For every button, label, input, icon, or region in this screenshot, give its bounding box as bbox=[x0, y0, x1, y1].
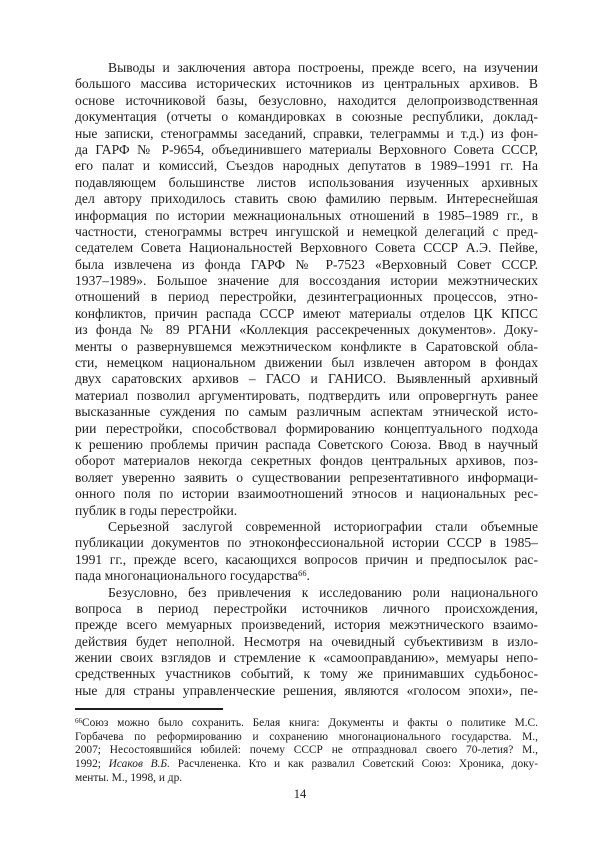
text-line: его палат и комиссий, Съездов народных депутатов в 1989–1991 гг. На bbox=[75, 158, 538, 174]
text-line: ные для страны управленческие решения, являются «голосом эпохи», пе- bbox=[75, 682, 538, 698]
text-line: менты о развернувшемся межэтническом конфликте в Саратовской обла- bbox=[75, 338, 538, 354]
text-line: к решению проблемы причин распада Советского Союза. Ввод в научный bbox=[75, 436, 538, 452]
footnote-separator bbox=[75, 708, 223, 710]
body-text bbox=[75, 60, 538, 699]
text-line: частности, стенограммы встреч ингушской и немецкой делегаций с пред- bbox=[75, 223, 538, 239]
text-line: менты. М., 1998, и др. bbox=[75, 771, 183, 784]
text-line: 1991 гг., прежде всего, касающихся вопросов причин и предпосылок рас- bbox=[75, 551, 538, 567]
footnote-reference: 66 bbox=[75, 717, 83, 725]
text-line: Безусловно, без привлечения к исследованию роли национального bbox=[108, 584, 538, 600]
text-line: воляет уверенно заявить о существовании репрезентативного информаци- bbox=[75, 469, 538, 485]
text-line: Серьезной заслугой современной историографии стали объемные bbox=[108, 518, 538, 534]
text-line: 1937–1989». Большое значение для воссоздания истории межэтнических bbox=[75, 273, 538, 289]
text-line: материал позволил аргументировать, подтвердить или опровергнуть ранее bbox=[75, 387, 538, 403]
text-line: да ГАРФ № Р-9654, объединившего материалы Верховного Совета СССР, bbox=[75, 141, 538, 157]
footnote-reference: 66 bbox=[298, 568, 307, 579]
text-line: сти, немецком национальном движении был извлечен автором в фондах bbox=[75, 355, 538, 371]
text-line: действия будет неполной. Несмотря на очевидный субъективизм в изло- bbox=[75, 633, 538, 649]
text-line: основе источниковой базы, безусловно, находится делопроизводственная bbox=[75, 92, 538, 108]
text-line: пада многонационального государства$^{66}$. bbox=[75, 568, 310, 584]
text-line: публик в годы перестройки. bbox=[75, 502, 238, 518]
text-line: документация (отчеты о командировках в союзные республики, доклад- bbox=[75, 109, 538, 125]
text-line: Горбачева по реформированию и сохранению многонационального государства. М., bbox=[75, 730, 538, 743]
text-line: онного поля по истории взаимоотношений этносов и национальных рес- bbox=[75, 486, 538, 502]
text-line: Выводы и заключения автора построены, прежде всего, на изучении bbox=[108, 60, 538, 75]
text-line: вопроса в период перестройки источников личного происхождения, bbox=[75, 600, 538, 616]
text-line: 2007; Несостоявшийся юбилей: почему СССР не отпраздновал своего 70-летия? М., bbox=[75, 744, 538, 757]
text-line: прежде всего мемуарных произведений, история межэтнического взаимо- bbox=[75, 617, 538, 633]
text-line: средственных участников событий, к тому же принимавших судьбонос- bbox=[75, 666, 538, 682]
text-line: информация по истории межнациональных отношений в 1985–1989 гг., в bbox=[75, 207, 538, 223]
text-line: седателем Совета Национальностей Верховного Совета СССР А.Э. Пейве, bbox=[75, 240, 538, 256]
text-line: подавляющем большинстве листов использования изученных архивных bbox=[75, 174, 538, 190]
footnote-text bbox=[75, 717, 538, 785]
text-line: 1992; Исаков В.Б. Расчлененка. Кто и как развалил Советский Союз: Хроника, доку- bbox=[75, 758, 538, 771]
text-line: публикации документов по этноконфессиональной истории СССР в 1985– bbox=[75, 535, 538, 551]
text-line: высказанные суждения по самым различным аспектам этнической исто- bbox=[75, 404, 538, 420]
text-line: была извлечена из фонда ГАРФ № Р-7523 «Верховный Совет СССР. bbox=[75, 256, 538, 272]
italic-text: Исаков В.Б. bbox=[108, 758, 170, 771]
text-line: дел автору приходилось ставить свою фамилию первым. Интереснейшая bbox=[75, 191, 538, 207]
text-line: отношений в период перестройки, дезинтеграционных процессов, этно- bbox=[75, 289, 538, 305]
text-line: из фонда № 89 РГАНИ «Коллекция рассекреченных документов». Доку- bbox=[75, 322, 538, 338]
text-line: большого массива исторических источников из центральных архивов. В bbox=[75, 76, 538, 92]
text-line: рии перестройки, способствовал формированию концептуального подхода bbox=[75, 420, 538, 436]
page-number: 14 bbox=[293, 787, 307, 801]
text-line: $^{66}$Союз можно было сохранить. Белая книга: Документы и факты о политике М.С. bbox=[75, 717, 538, 729]
text-line: ные записки, стенограммы заседаний, справки, телеграммы и т.д.) из фон- bbox=[75, 125, 538, 141]
text-line: жении своих взглядов и стремление к «самооправданию», мемуары непо- bbox=[75, 650, 538, 666]
text-line: оборот материалов некогда секретных фондов центральных архивов, поз- bbox=[75, 453, 538, 469]
text-line: двух саратовских архивов – ГАСО и ГАНИСО. Выявленный архивный bbox=[75, 371, 538, 387]
text-line: конфликтов, причин распада СССР имеют материалы отделов ЦК КПСС bbox=[75, 305, 538, 321]
